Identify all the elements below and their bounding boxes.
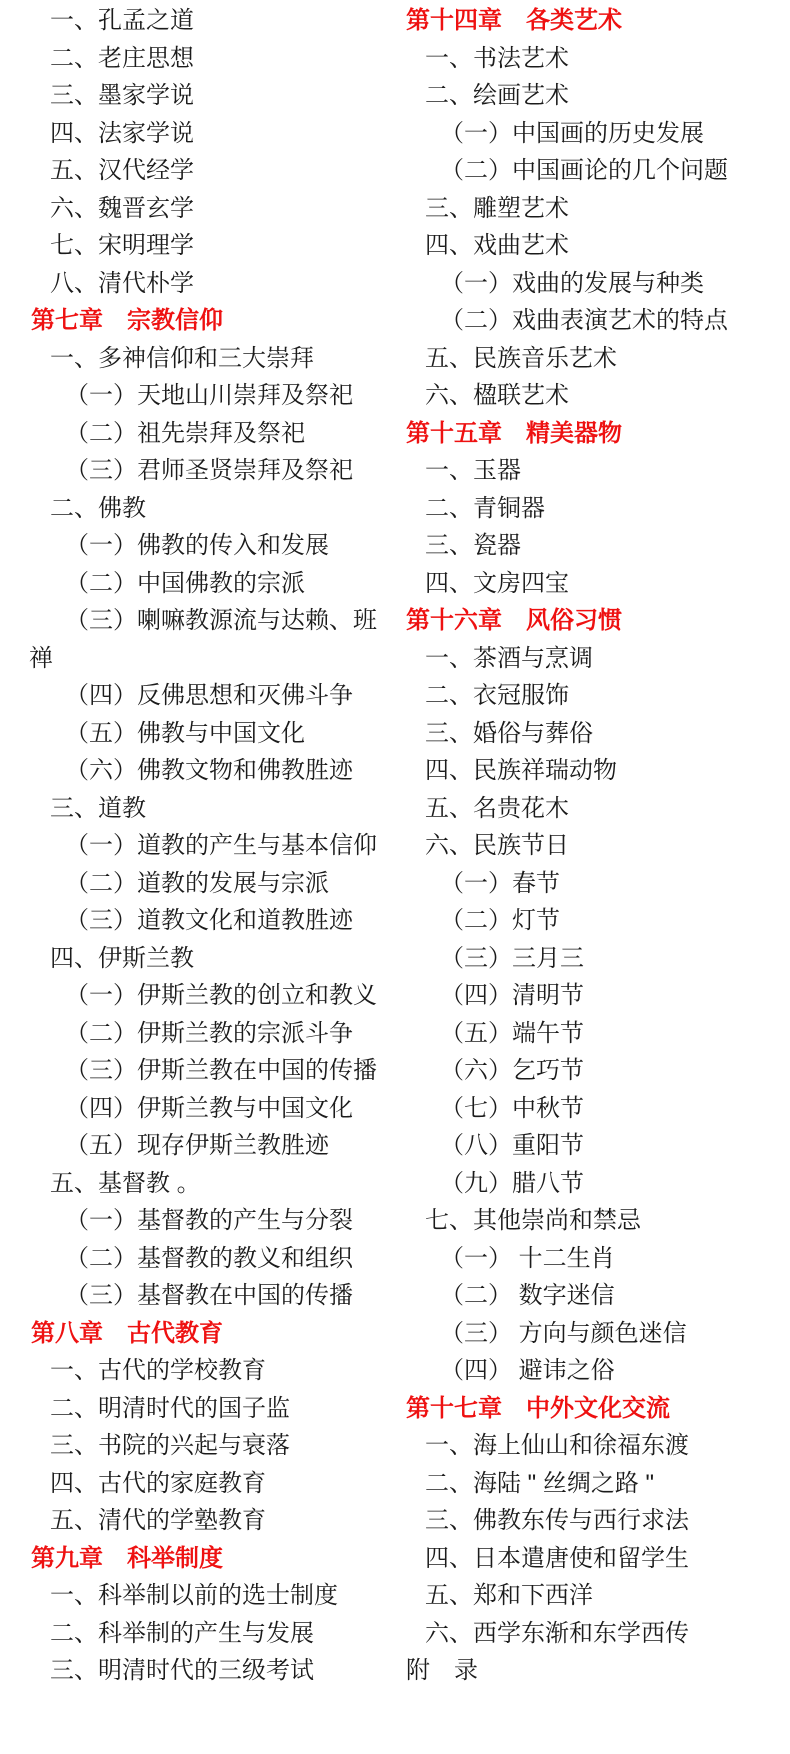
chapter-heading: 第八章 古代教育 — [31, 1319, 223, 1347]
toc-entry-item: 一、科举制以前的选士制度 — [50, 1582, 338, 1609]
toc-entry-item: 五、基督教 。 — [50, 1169, 201, 1197]
toc-entry-item: 二、青铜器 — [425, 494, 545, 522]
toc-entry-continuation: 禅 — [29, 644, 53, 672]
toc-column-right — [404, 2, 788, 1690]
toc-entry-item: 一、孔孟之道 — [50, 7, 194, 34]
toc-entry-item: 四、法家学说 — [50, 119, 194, 147]
toc-entry-sub: （三） 方向与颜色迷信 — [440, 1319, 687, 1347]
toc-entry-item: 五、郑和下西洋 — [425, 1582, 593, 1609]
toc-entry-sub: （四）清明节 — [440, 982, 584, 1009]
toc-entry-sub: （二）中国佛教的宗派 — [65, 569, 305, 597]
toc-entry-sub: （三）喇嘛教源流与达赖、班 — [65, 607, 377, 634]
toc-entry-item: 五、汉代经学 — [50, 157, 194, 184]
chapter-heading: 第九章 科举制度 — [31, 1544, 223, 1572]
toc-entry-sub: （二）基督教的教义和组织 — [65, 1244, 353, 1272]
toc-entry-item: 三、婚俗与葬俗 — [425, 719, 593, 747]
toc-entry-item: 四、民族祥瑞动物 — [425, 757, 617, 784]
toc-entry-item: 一、多神信仰和三大崇拜 — [50, 344, 314, 372]
toc-entry-item: 四、文房四宝 — [425, 569, 569, 597]
toc-entry-item: 一、古代的学校教育 — [50, 1357, 266, 1384]
toc-entry-sub: （二）戏曲表演艺术的特点 — [440, 307, 728, 334]
toc-entry-sub: （五）端午节 — [440, 1019, 584, 1047]
toc-entry-sub: （一）春节 — [440, 869, 560, 897]
toc-entry-sub: （二）灯节 — [440, 907, 560, 934]
toc-entry-item: 二、佛教 — [50, 494, 146, 522]
toc-entry-sub: （七）中秋节 — [440, 1094, 584, 1122]
toc-entry-sub: （五）现存伊斯兰教胜迹 — [65, 1132, 329, 1159]
toc-entry-item: 三、雕塑艺术 — [425, 194, 569, 222]
toc-entry-sub: （二）道教的发展与宗派 — [65, 869, 329, 897]
toc-entry-sub: （四） 避讳之俗 — [440, 1357, 615, 1384]
toc-entry-item: 五、民族音乐艺术 — [425, 344, 617, 372]
toc-entry-item: 二、衣冠服饰 — [425, 682, 569, 709]
toc-entry-item: 一、海上仙山和徐福东渡 — [425, 1432, 689, 1459]
toc-entry-item: 二、明清时代的国子监 — [50, 1394, 290, 1422]
toc-entry-sub: （九）腊八节 — [440, 1169, 584, 1197]
toc-entry-item: 七、宋明理学 — [50, 232, 194, 259]
toc-entry-sub: （四）反佛思想和灭佛斗争 — [65, 682, 353, 709]
toc-entry-item: 三、明清时代的三级考试 — [50, 1657, 314, 1684]
toc-entry-sub: （二）祖先崇拜及祭祀 — [65, 419, 305, 447]
toc-entry-sub: （一）佛教的传入和发展 — [65, 532, 329, 559]
toc-column-left — [29, 2, 401, 1690]
chapter-heading: 第十五章 精美器物 — [406, 419, 622, 447]
toc-entry-item: 六、魏晋玄学 — [50, 194, 194, 222]
toc-entry-item: 六、民族节日 — [425, 832, 569, 859]
toc-entry-sub: （八）重阳节 — [440, 1132, 584, 1159]
toc-entry-sub: （一）戏曲的发展与种类 — [440, 269, 704, 297]
toc-entry-sub: （二） 数字迷信 — [440, 1282, 615, 1309]
toc-entry-item: 四、日本遣唐使和留学生 — [425, 1544, 689, 1572]
toc-entry-sub: （六）佛教文物和佛教胜迹 — [65, 757, 353, 784]
toc-entry-item: 一、茶酒与烹调 — [425, 644, 593, 672]
toc-entry-item: 二、老庄思想 — [50, 44, 194, 72]
toc-entry-sub: （六）乞巧节 — [440, 1057, 584, 1084]
toc-entry-item: 七、其他崇尚和禁忌 — [425, 1207, 641, 1234]
toc-entry-item: 二、科举制的产生与发展 — [50, 1619, 314, 1647]
toc-entry-item: 四、古代的家庭教育 — [50, 1469, 266, 1497]
toc-entry-sub: （一）基督教的产生与分裂 — [65, 1207, 353, 1234]
toc-entry-item: 三、书院的兴起与衰落 — [50, 1432, 290, 1459]
toc-entry-sub: （一）道教的产生与基本信仰 — [65, 832, 377, 859]
toc-entry-sub: （一） 十二生肖 — [440, 1244, 615, 1272]
toc-entry-item: 二、绘画艺术 — [425, 82, 569, 109]
toc-entry-sub: （一）伊斯兰教的创立和教义 — [65, 982, 377, 1009]
toc-entry-sub: （三）基督教在中国的传播 — [65, 1282, 353, 1309]
toc-entry-item: 一、玉器 — [425, 457, 521, 484]
toc-entry-item: 二、海陆 " 丝绸之路 " — [425, 1469, 655, 1497]
toc-entry-item: 六、西学东渐和东学西传 — [425, 1619, 689, 1647]
toc-entry-sub: （一）中国画的历史发展 — [440, 119, 704, 147]
chapter-heading: 第十六章 风俗习惯 — [406, 607, 622, 634]
toc-entry-sub: （五）佛教与中国文化 — [65, 719, 305, 747]
toc-entry-item: 五、清代的学塾教育 — [50, 1507, 266, 1534]
toc-entry-item: 一、书法艺术 — [425, 44, 569, 72]
chapter-heading: 第七章 宗教信仰 — [31, 307, 223, 334]
toc-entry-sub: （二）伊斯兰教的宗派斗争 — [65, 1019, 353, 1047]
toc-entry-item: 三、道教 — [50, 794, 146, 822]
toc-entry-item: 六、楹联艺术 — [425, 382, 569, 409]
toc-entry-item: 五、名贵花木 — [425, 794, 569, 822]
toc-entry-sub: （三）三月三 — [440, 944, 584, 972]
toc-entry-item: 八、清代朴学 — [50, 269, 194, 297]
toc-entry-item: 三、墨家学说 — [50, 82, 194, 109]
toc-entry-sub: （四）伊斯兰教与中国文化 — [65, 1094, 353, 1122]
toc-entry-item: 四、戏曲艺术 — [425, 232, 569, 259]
toc-entry-sub: （三）道教文化和道教胜迹 — [65, 907, 353, 934]
toc-entry-item: 三、佛教东传与西行求法 — [425, 1507, 689, 1534]
toc-entry-item: 三、瓷器 — [425, 532, 521, 559]
chapter-heading: 第十四章 各类艺术 — [406, 7, 622, 34]
chapter-heading: 第十七章 中外文化交流 — [406, 1394, 670, 1422]
toc-entry-sub: （一）天地山川崇拜及祭祀 — [65, 382, 353, 409]
toc-entry-item: 四、伊斯兰教 — [50, 944, 194, 972]
toc-entry-sub: （三）伊斯兰教在中国的传播 — [65, 1057, 377, 1084]
toc-entry-sub: （三）君师圣贤崇拜及祭祀 — [65, 457, 353, 484]
toc-entry-sub: （二）中国画论的几个问题 — [440, 157, 728, 184]
toc-entry-appendix: 附 录 — [406, 1657, 478, 1684]
